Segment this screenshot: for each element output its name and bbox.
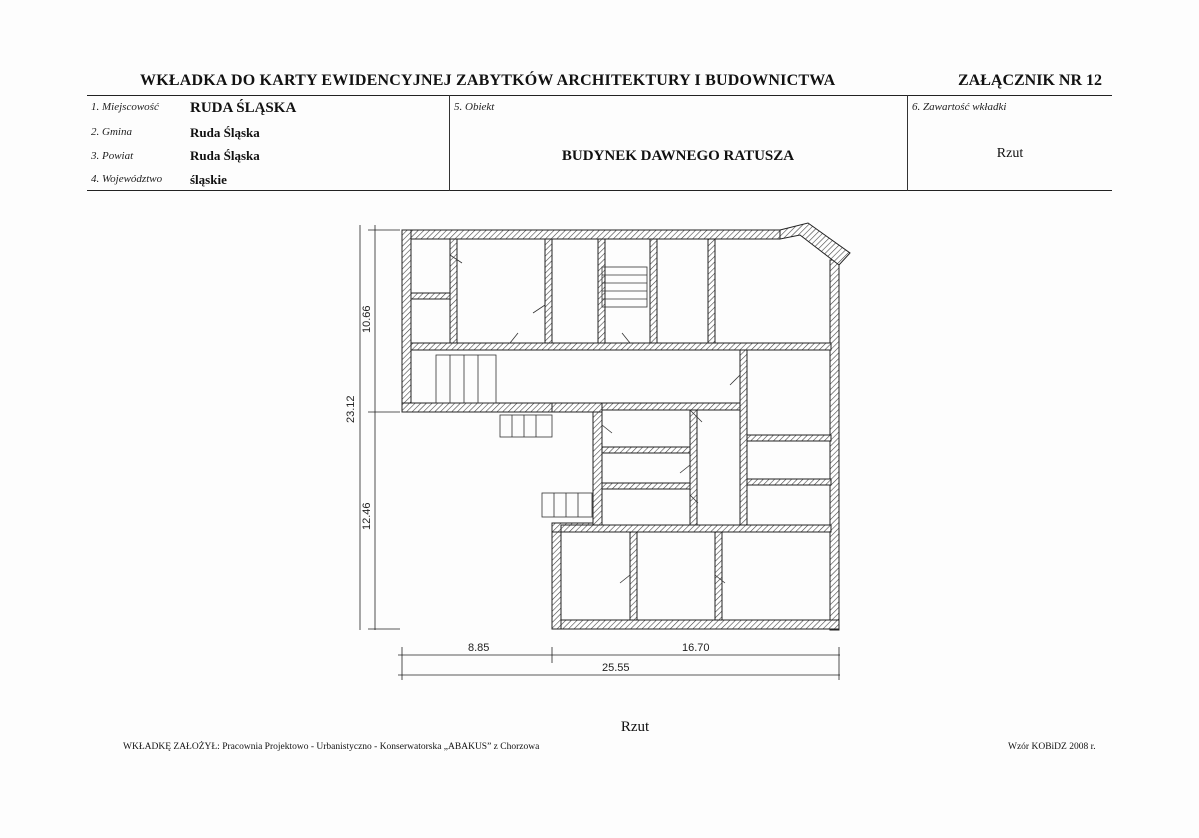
content-label: 6. Zawartość wkładki xyxy=(912,101,1007,113)
dimension-total-horizontal: 25.55 xyxy=(602,662,630,674)
document-title: WKŁADKA DO KARTY EWIDENCYJNEJ ZABYTKÓW ARCHITEKTURY I BUDOWNICTWA xyxy=(140,72,836,89)
author-note: WKŁADKĘ ZAŁOŻYŁ: Pracownia Projektowo - Urbanistyczno - Konserwatorska „ABAKUS” z Chorzowa xyxy=(123,742,540,752)
column-divider-1 xyxy=(449,95,450,191)
county-label: 3. Powiat xyxy=(91,150,134,162)
content-value: Rzut xyxy=(996,146,1024,161)
object-label: 5. Obiekt xyxy=(454,101,495,113)
voivodeship-value: śląskie xyxy=(190,172,227,187)
dimension-left: 8.85 xyxy=(468,642,490,654)
commune-value: Ruda Śląska xyxy=(190,125,260,140)
outer-walls xyxy=(402,223,850,630)
object-value: BUDYNEK DAWNEGO RATUSZA xyxy=(561,148,795,164)
dimension-right: 16.70 xyxy=(682,642,710,654)
annex-number: ZAŁĄCZNIK NR 12 xyxy=(958,72,1103,89)
county-value: Ruda Śląska xyxy=(190,148,260,163)
staircases xyxy=(436,267,647,517)
header-rule-bottom xyxy=(87,190,1112,191)
locality-label: 1. Miejscowość xyxy=(91,101,159,113)
header-rule-top xyxy=(87,95,1112,96)
template-note: Wzór KOBiDZ 2008 r. xyxy=(1008,742,1096,752)
floor-plan xyxy=(330,205,870,685)
plan-caption: Rzut xyxy=(620,719,650,735)
dimension-upper: 10.66 xyxy=(361,305,373,333)
column-divider-2 xyxy=(907,95,908,191)
commune-label: 2. Gmina xyxy=(91,126,132,138)
floor-plan-drawing xyxy=(330,205,870,685)
interior-walls xyxy=(411,239,831,620)
dimension-total-vertical: 23.12 xyxy=(345,395,357,423)
voivodeship-label: 4. Województwo xyxy=(91,173,163,185)
dimension-lower: 12.46 xyxy=(361,502,373,530)
locality-value: RUDA ŚLĄSKA xyxy=(190,100,297,116)
